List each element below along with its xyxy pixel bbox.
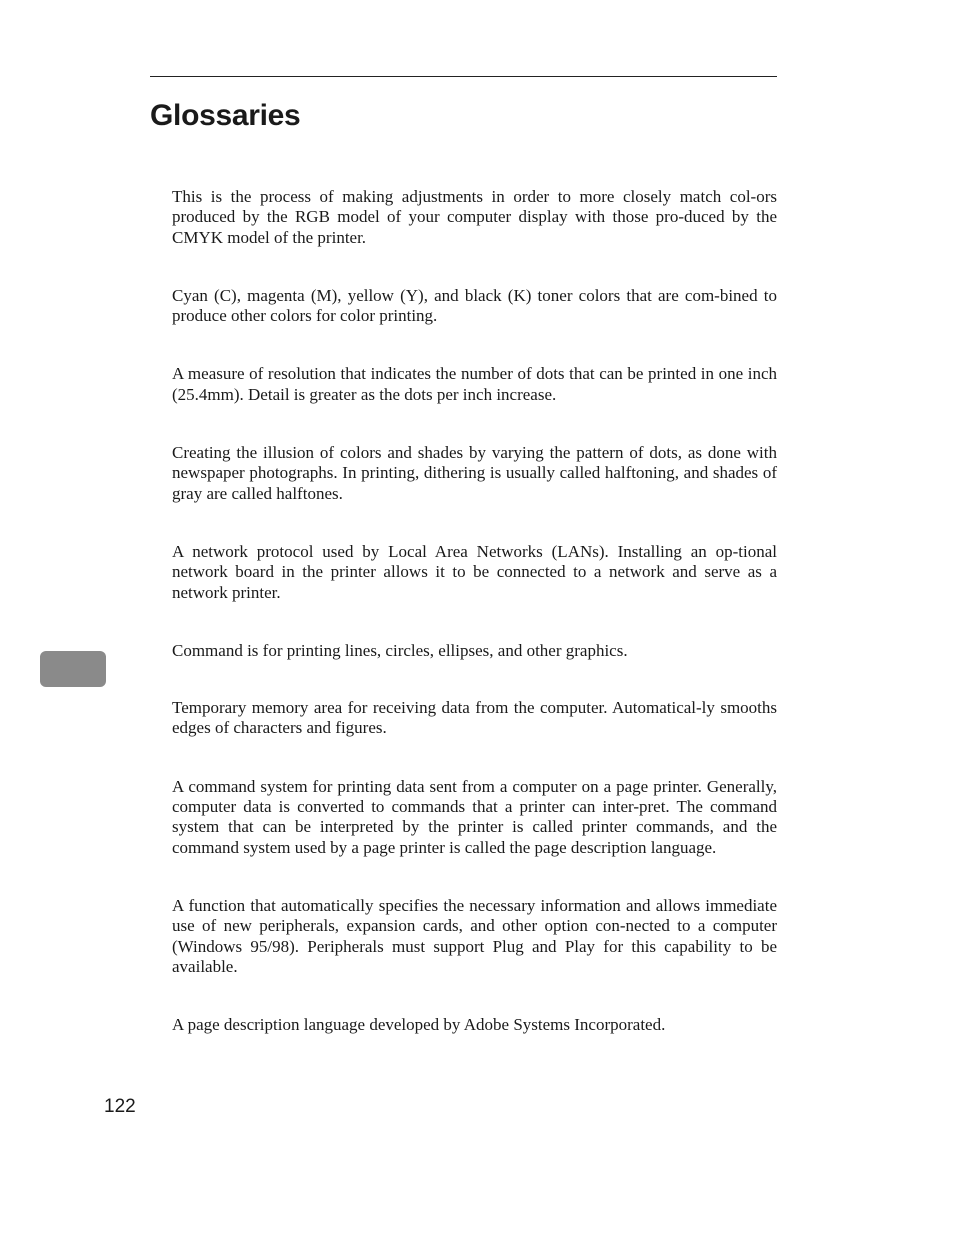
glossary-entry-graphics-command: Command is for printing lines, circles, ellipses, and other graphics. [172, 640, 628, 660]
chapter-tab-marker [40, 651, 106, 687]
glossary-entry-pdl: A command system for printing data sent from a computer on a page printer. Generally, computer data is converted to commands that a printer can inter-pret. The command system that can be interpreted by the printer is called printer commands, and the command system used by a page printer is called the page description language. [172, 776, 777, 857]
glossary-entry-dpi: A measure of resolution that indicates the number of dots that can be printed in one inch (25.4mm). Detail is greater as the dots per inch increase. [172, 364, 777, 404]
glossary-entry-dithering: Creating the illusion of colors and shades by varying the pattern of dots, as done with newspaper photographs. In printing, dithering is usually called halftoning, and shades of gray are called halftones. [172, 443, 777, 503]
glossary-entry-color-matching: This is the process of making adjustments in order to more closely match col-ors produced by the RGB model of your computer display with those pro-duced by the CMYK model of the printer. [172, 187, 777, 247]
glossary-entry-cmyk: Cyan (C), magenta (M), yellow (Y), and black (K) toner colors that are com-bined to produce other colors for color printing. [172, 285, 777, 326]
header-rule [150, 76, 777, 77]
glossary-entry-postscript: A page description language developed by Adobe Systems Incorporated. [172, 1015, 666, 1035]
page-number: 122 [104, 1096, 136, 1117]
glossary-entry-memory: Temporary memory area for receiving data from the computer. Automatical-ly smooths edges of characters and figures. [172, 698, 777, 738]
glossary-entry-plug-and-play: A function that automatically specifies the necessary information and allows immediate use of new peripherals, expansion cards, and other option con-nected to a computer (Windows 95/98). Peripherals must support Plug and Play for this capability to be available. [172, 895, 777, 976]
glossary-entry-ethernet: A network protocol used by Local Area Networks (LANs). Installing an op-tional network board in the printer allows it to be connected to a network and serve as a network printer. [172, 541, 777, 602]
glossary-entries [172, 187, 777, 1072]
page-title: Glossaries [150, 99, 301, 132]
